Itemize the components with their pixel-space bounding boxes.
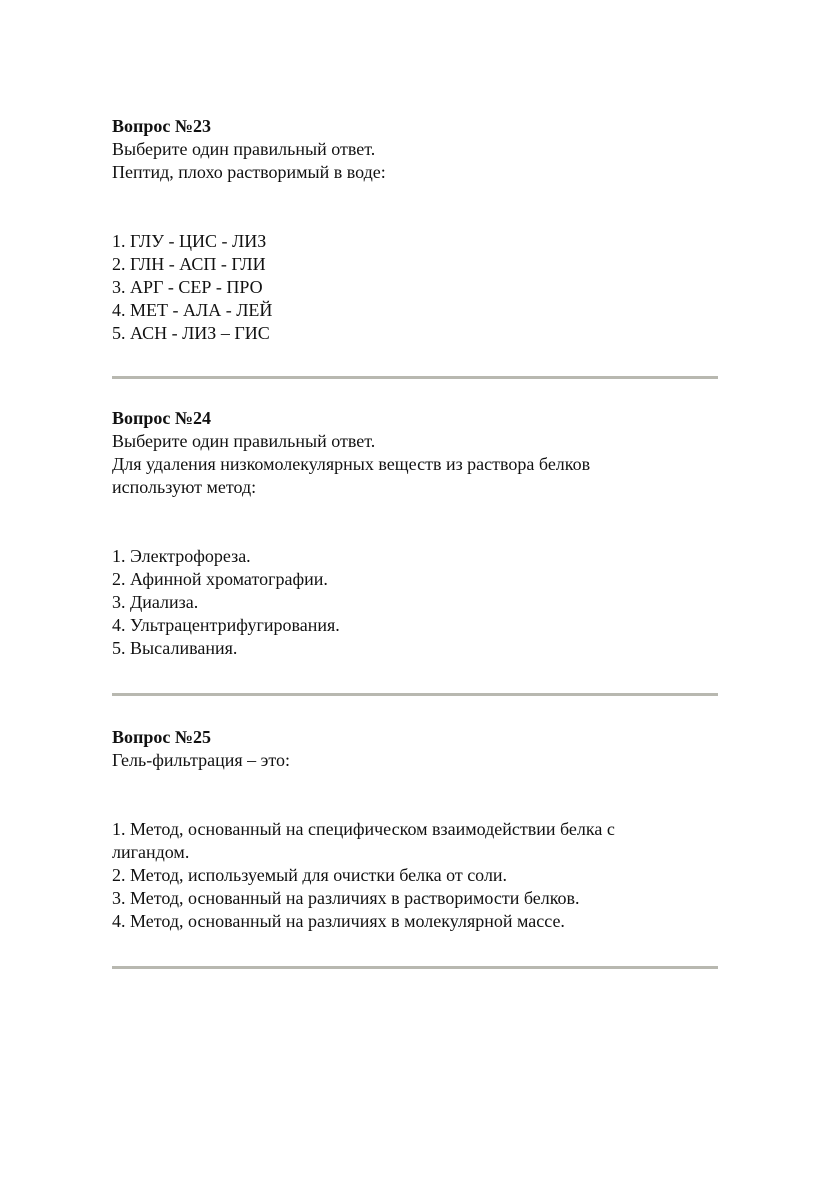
question-text: Пептид, плохо растворимый в воде: — [112, 162, 386, 182]
answer-option: 5. АСН - ЛИЗ – ГИС — [112, 323, 270, 343]
answer-option-continuation: лигандом. — [112, 842, 190, 862]
question-instruction: Выберите один правильный ответ. — [112, 431, 376, 451]
answer-option: 3. Диализа. — [112, 592, 199, 612]
question-title: Вопрос №25 — [112, 727, 211, 747]
answer-option: 1. Метод, основанный на специфическом взаимодействии белка с — [112, 819, 615, 839]
divider — [112, 376, 718, 379]
answer-option: 2. ГЛН - АСП - ГЛИ — [112, 254, 266, 274]
answer-option: 3. АРГ - СЕР - ПРО — [112, 277, 263, 297]
answer-option: 3. Метод, основанный на различиях в растворимости белков. — [112, 888, 580, 908]
divider — [112, 966, 718, 969]
answer-option: 1. ГЛУ - ЦИС - ЛИЗ — [112, 231, 267, 251]
answer-option: 1. Электрофореза. — [112, 546, 251, 566]
question-title: Вопрос №23 — [112, 116, 211, 136]
answer-option: 4. Ультрацентрифугирования. — [112, 615, 340, 635]
answer-option: 2. Метод, используемый для очистки белка от соли. — [112, 865, 508, 885]
question-text: используют метод: — [112, 477, 257, 497]
answer-option: 4. Метод, основанный на различиях в молекулярной массе. — [112, 911, 565, 931]
divider — [112, 693, 718, 696]
question-text: Для удаления низкомолекулярных веществ из раствора белков — [112, 454, 591, 474]
question-title: Вопрос №24 — [112, 408, 211, 428]
answer-option: 4. МЕТ - АЛА - ЛЕЙ — [112, 300, 273, 320]
answer-option: 2. Афинной хроматографии. — [112, 569, 328, 589]
question-23 — [112, 115, 722, 345]
question-25 — [112, 726, 722, 933]
answer-option: 5. Высаливания. — [112, 638, 238, 658]
question-text: Гель-фильтрация – это: — [112, 750, 290, 770]
question-instruction: Выберите один правильный ответ. — [112, 139, 376, 159]
question-24 — [112, 407, 722, 660]
